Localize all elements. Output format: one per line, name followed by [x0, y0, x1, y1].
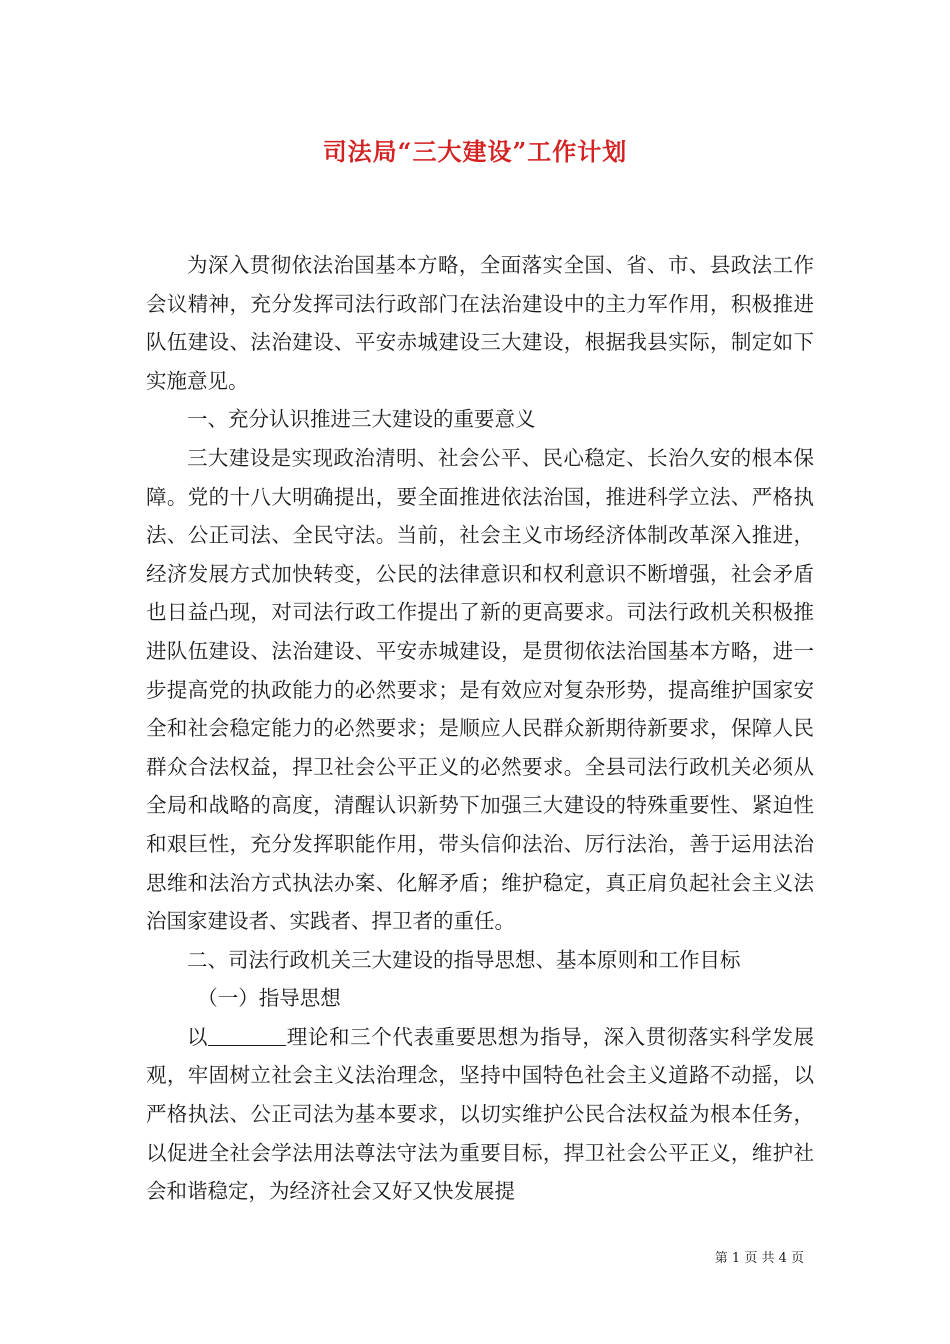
subsection-heading-1: （一）指导思想: [197, 986, 341, 1011]
page-number-footer: 第 1 页 共 4 页: [714, 1251, 804, 1266]
paragraph-intro: 为深入贯彻依法治国基本方略，全面落实全国、省、市、县政法工作会议精神，充分发挥司法行政部门在法治建设中的主力军作用，积极推进队伍建设、法治建设、平安赤城建设三大建设，根据我县实际，制定如下实施意见。: [146, 253, 814, 393]
section-heading-2: 二、司法行政机关三大建设的指导思想、基本原则和工作目标: [187, 947, 741, 972]
paragraph-guiding-thought: [146, 1018, 814, 1211]
section-heading-1: 一、充分认识推进三大建设的重要意义: [187, 407, 536, 432]
paragraph-start-text: 以: [187, 1024, 209, 1049]
document-body: [146, 246, 814, 1211]
document-title: 司法局“三大建设”工作计划: [322, 137, 628, 166]
blank-underline: [208, 1025, 286, 1046]
paragraph-significance: 三大建设是实现政治清明、社会公平、民心稳定、长治久安的根本保障。党的十八大明确提出，要全面推进依法治国，推进科学立法、严格执法、公正司法、全民守法。当前，社会主义市场经济体制改革深入推进，经济发展方式加快转变，公民的法律意识和权利意识不断增强，社会矛盾也日益凸现，对司法行政工作提出了新的更高要求。司法行政机关积极推进队伍建设、法治建设、平安赤城建设，是贯彻依法治国基本方略，进一步提高党的执政能力的必然要求；是有效应对复杂形势，提高维护国家安全和社会稳定能力的必然要求；是顺应人民群众新期待新要求，保障人民群众合法权益，捍卫社会公平正义的必然要求。全县司法行政机关必须从全局和战略的高度，清醒认识新势下加强三大建设的特殊重要性、紧迫性和艰巨性，充分发挥职能作用，带头信仰法治、厉行法治，善于运用法治思维和法治方式执法办案、化解矛盾；维护稳定，真正肩负起社会主义法治国家建设者、实践者、捍卫者的重任。: [146, 445, 814, 934]
paragraph-rest-text: 理论和三个代表重要思想为指导，深入贯彻落实科学发展观，牢固树立社会主义法治理念，坚持中国特色社会主义道路不动摇，以严格执法、公正司法为基本要求，以切实维护公民合法权益为根本任务，以促进全社会学法用法尊法守法为重要目标，捍卫社会公平正义，维护社会和谐稳定，为经济社会又好又快发展提: [146, 1024, 815, 1204]
